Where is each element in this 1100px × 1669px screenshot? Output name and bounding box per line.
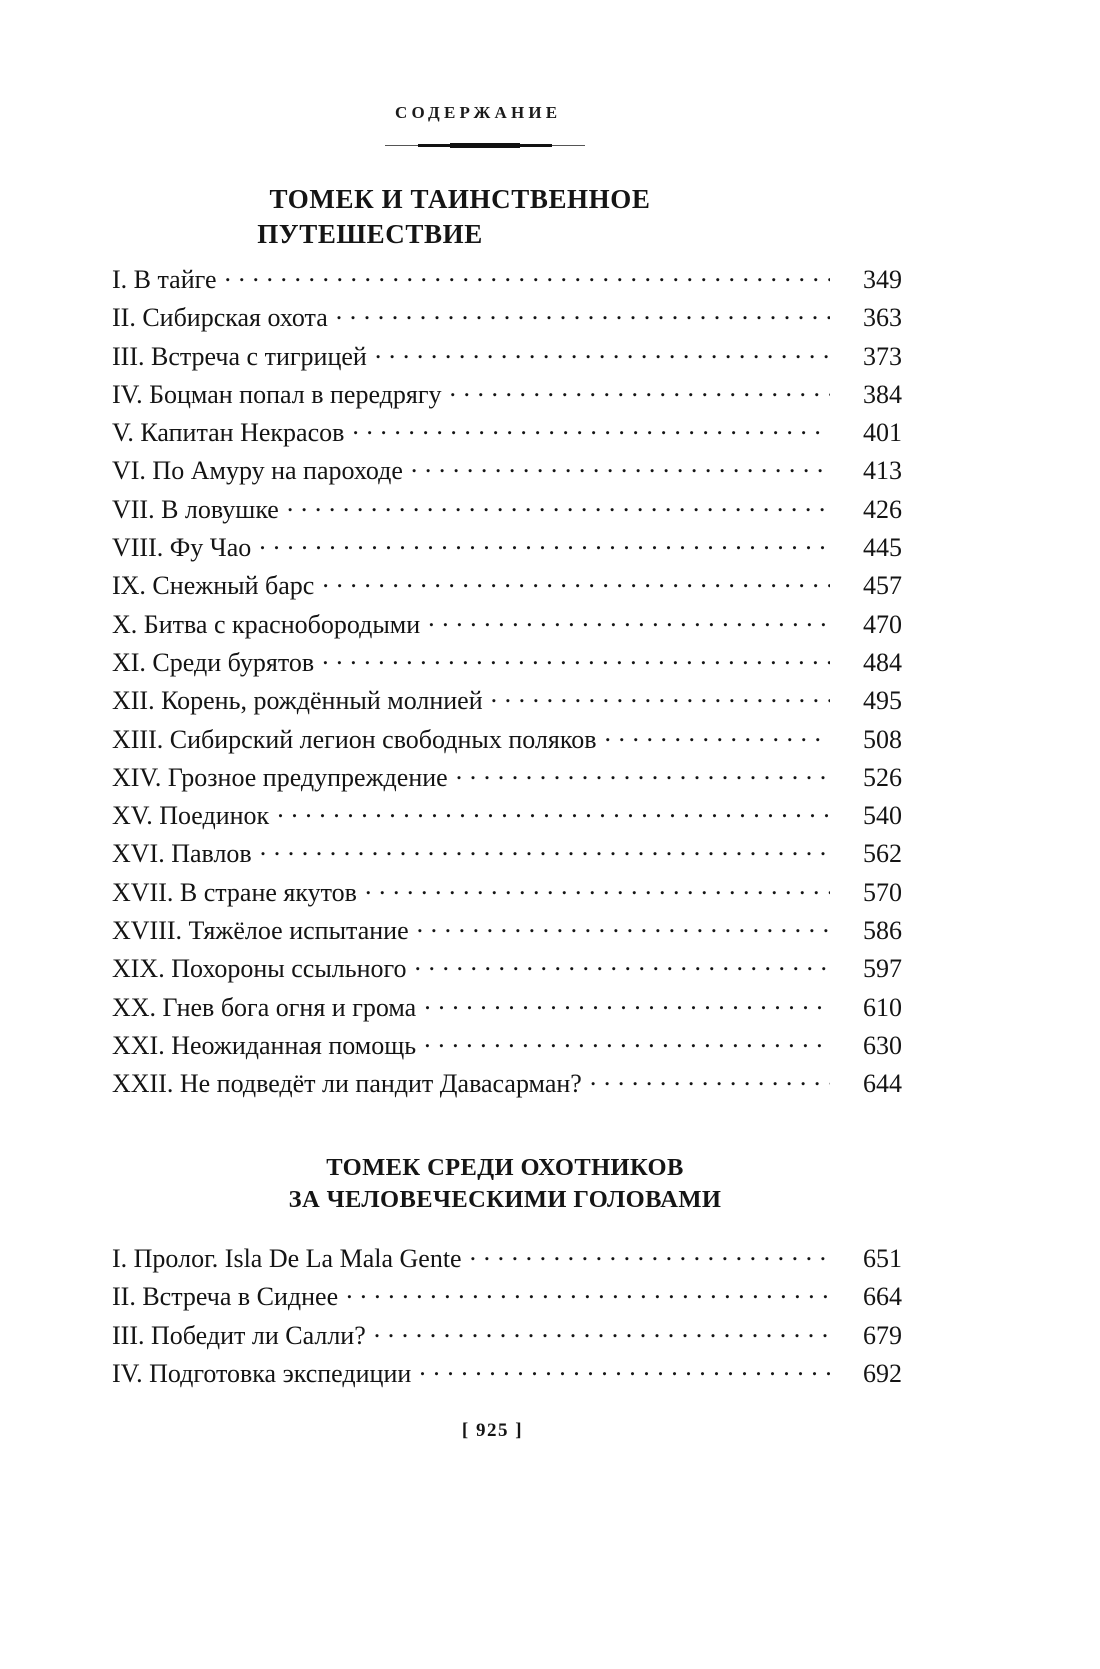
toc-entry-page-number: 692 [863, 1358, 902, 1388]
toc-dot-leader [450, 377, 830, 403]
toc-entry-label: I. В тайге [112, 265, 217, 294]
toc-entry[interactable] [112, 875, 902, 913]
toc-dot-leader [336, 300, 830, 326]
toc-entry-page-number: 586 [863, 916, 902, 946]
toc-entry-label: XIV. Грозное предупреждение [112, 762, 448, 792]
toc-entry-label: II. Сибирская охота [112, 303, 328, 333]
toc-entry-page-number: 508 [863, 724, 902, 754]
section-title-1 [0, 1152, 1100, 1216]
toc-entry[interactable] [112, 760, 902, 798]
toc-entry-page-number: 470 [863, 609, 902, 639]
toc-entry-label: XV. Поединок [112, 801, 270, 831]
toc-entry[interactable] [112, 836, 902, 874]
toc-entry-page-number: 664 [863, 1282, 902, 1312]
toc-entry[interactable] [112, 913, 902, 951]
toc-entry-label: III. Встреча с тигрицей [112, 341, 367, 371]
toc-dot-leader [415, 951, 830, 977]
section-title-0-line-2: ПУТЕШЕСТВИЕ [257, 219, 483, 250]
toc-entry-page-number: 495 [863, 686, 902, 716]
section-title-0 [0, 182, 1100, 252]
toc-dot-leader [352, 415, 830, 441]
toc-entry-page-number: 610 [863, 992, 902, 1022]
toc-entry-page-number: 445 [863, 533, 902, 563]
toc-dot-leader [277, 798, 830, 824]
toc-entry-label: VIII. Фу Чао [112, 533, 252, 563]
toc-entry-label: IX. Снежный барс [112, 571, 315, 601]
toc-list-0 [112, 262, 902, 1105]
toc-entry[interactable] [112, 951, 902, 989]
toc-entry-page-number: 349 [863, 265, 902, 294]
section-title-1-line-2: ЗА ЧЕЛОВЕЧЕСКИМИ ГОЛОВАМИ [288, 1185, 722, 1213]
toc-entry-label: X. Битва с краснобородыми [112, 609, 421, 639]
toc-dot-leader [470, 1241, 830, 1267]
toc-entry-page-number: 484 [863, 647, 902, 677]
toc-entry-label: XIII. Сибирский легион свободных поляков [112, 724, 597, 754]
toc-entry[interactable] [112, 453, 902, 491]
toc-dot-leader [411, 453, 830, 479]
toc-dot-leader [260, 836, 830, 862]
ornament-rule-icon [385, 142, 585, 150]
toc-entry[interactable] [112, 262, 902, 300]
toc-dot-leader [417, 913, 830, 939]
toc-entry[interactable] [112, 683, 902, 721]
section-title-0-line-1: ТОМЕК И ТАИНСТВЕННОЕ [269, 184, 651, 214]
toc-entry-label: XXII. Не подведёт ли пандит Давасарман? [112, 1069, 582, 1099]
toc-entry-page-number: 526 [863, 762, 902, 792]
toc-dot-leader [287, 492, 830, 518]
toc-entry[interactable] [112, 1066, 902, 1104]
toc-entry[interactable] [112, 645, 902, 683]
toc-dot-leader [456, 760, 830, 786]
toc-dot-leader [374, 1318, 830, 1344]
toc-dot-leader [604, 722, 830, 748]
toc-entry-page-number: 426 [863, 494, 902, 524]
toc-entry-page-number: 384 [863, 379, 902, 409]
toc-dot-leader [424, 990, 830, 1016]
toc-entry[interactable] [112, 492, 902, 530]
toc-entry-label: IV. Боцман попал в передрягу [112, 379, 442, 409]
toc-entry[interactable] [112, 1241, 902, 1279]
toc-entry-label: I. Пролог. Isla De La Mala Gente [112, 1244, 462, 1273]
toc-dot-leader [322, 568, 830, 594]
toc-entry-label: IV. Подготовка экспедиции [112, 1358, 412, 1388]
toc-dot-leader [346, 1279, 830, 1305]
toc-entry[interactable] [112, 339, 902, 377]
toc-list-1 [112, 1241, 902, 1394]
toc-entry[interactable] [112, 300, 902, 338]
toc-dot-leader [491, 683, 830, 709]
toc-entry-label: XI. Среди бурятов [112, 647, 315, 677]
toc-dot-leader [322, 645, 830, 671]
toc-entry-page-number: 562 [863, 839, 902, 869]
toc-dot-leader [590, 1066, 830, 1092]
toc-dot-leader [225, 262, 831, 288]
toc-entry-label: VII. В ловушке [112, 494, 279, 524]
toc-entry-page-number: 540 [863, 801, 902, 831]
toc-entry[interactable] [112, 568, 902, 606]
toc-entry-page-number: 401 [863, 418, 902, 448]
toc-entry[interactable] [112, 1279, 902, 1317]
toc-entry-page-number: 597 [863, 954, 902, 984]
toc-entry[interactable] [112, 377, 902, 415]
toc-entry-label: XVI. Павлов [112, 839, 252, 869]
toc-entry[interactable] [112, 530, 902, 568]
toc-entry-label: XXI. Неожиданная помощь [112, 1030, 417, 1060]
toc-entry[interactable] [112, 1318, 902, 1356]
toc-entry[interactable] [112, 798, 902, 836]
toc-entry-page-number: 457 [863, 571, 902, 601]
toc-dot-leader [365, 875, 830, 901]
toc-dot-leader [424, 1028, 830, 1054]
toc-entry-label: V. Капитан Некрасов [112, 418, 345, 448]
toc-entry-label: XVIII. Тяжёлое испытание [112, 916, 409, 946]
toc-dot-leader [259, 530, 830, 556]
toc-entry[interactable] [112, 990, 902, 1028]
toc-dot-leader [419, 1356, 830, 1382]
toc-entry-label: VI. По Амуру на пароходе [112, 456, 403, 486]
toc-entry-page-number: 644 [863, 1069, 902, 1099]
toc-entry-page-number: 651 [863, 1244, 902, 1273]
toc-entry-label: XIX. Похороны ссыльного [112, 954, 407, 984]
toc-entry-page-number: 363 [863, 303, 902, 333]
toc-entry-page-number: 630 [863, 1030, 902, 1060]
toc-dot-leader [428, 607, 830, 633]
toc-entry-page-number: 570 [863, 877, 902, 907]
toc-entry-page-number: 679 [863, 1320, 902, 1350]
toc-entry[interactable] [112, 607, 902, 645]
toc-entry-label: II. Встреча в Сиднее [112, 1282, 339, 1312]
toc-entry-label: III. Победит ли Салли? [112, 1320, 366, 1350]
toc-entry[interactable] [112, 1356, 902, 1394]
toc-entry-page-number: 373 [863, 341, 902, 371]
toc-entry-page-number: 413 [863, 456, 902, 486]
page-folio: [ 925 ] [461, 1420, 524, 1441]
toc-dot-leader [375, 339, 830, 365]
running-head: СОДЕРЖАНИЕ [395, 103, 562, 122]
section-title-1-line-1: ТОМЕК СРЕДИ ОХОТНИКОВ [326, 1154, 684, 1181]
toc-entry[interactable] [112, 415, 902, 453]
toc-entry[interactable] [112, 722, 902, 760]
toc-entry[interactable] [112, 1028, 902, 1066]
toc-entry-label: XVII. В стране якутов [112, 877, 357, 907]
toc-entry-label: XII. Корень, рождённый молнией [112, 686, 483, 716]
toc-entry-label: XX. Гнев бога огня и грома [112, 992, 417, 1022]
